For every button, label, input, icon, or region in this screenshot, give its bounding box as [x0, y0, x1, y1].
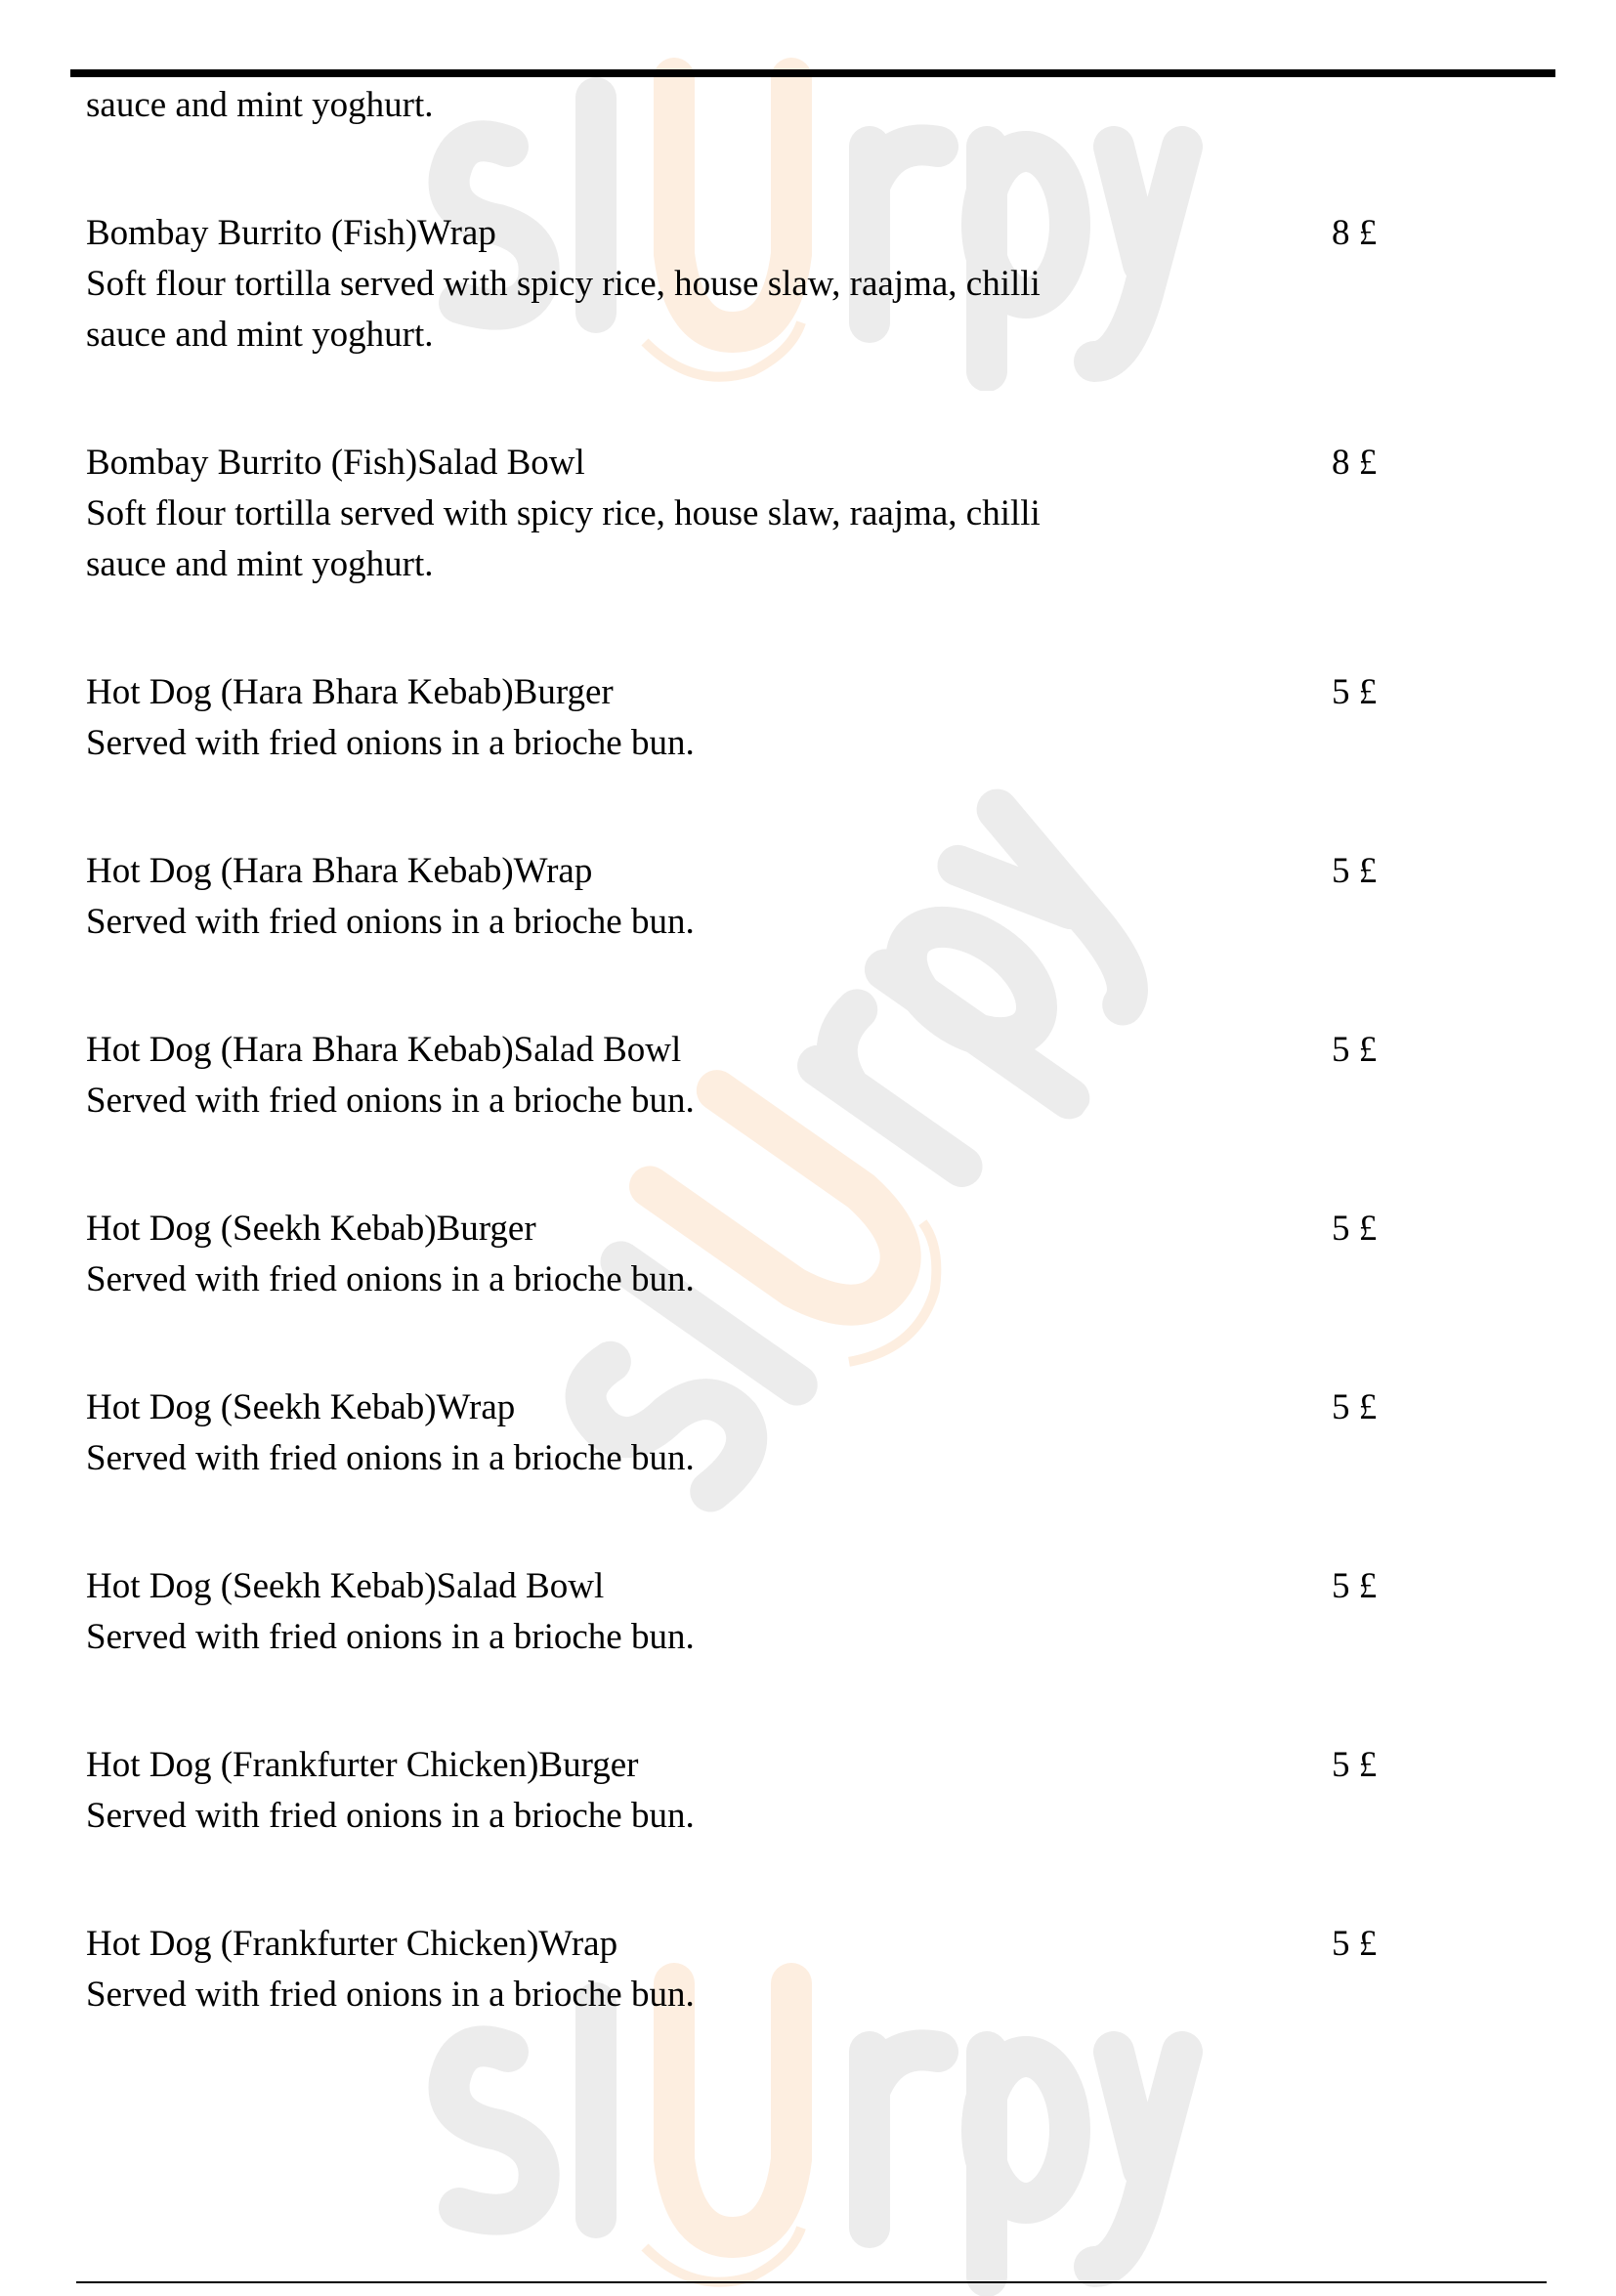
menu-item [86, 208, 1552, 361]
continued-description: sauce and mint yoghurt. [86, 85, 434, 125]
item-name: Hot Dog (Frankfurter Chicken)Wrap [86, 1924, 618, 1964]
item-description: sauce and mint yoghurt. [86, 315, 434, 355]
item-description: Served with fried onions in a brioche bun. [86, 1081, 695, 1121]
item-description: Served with fried onions in a brioche bun. [86, 723, 695, 763]
item-name: Bombay Burrito (Fish)Salad Bowl [86, 443, 585, 483]
item-description: Soft flour tortilla served with spicy rice, house slaw, raajma, chilli [86, 264, 1041, 304]
menu-item [86, 1561, 1552, 1663]
item-price: 5 £ [1332, 1209, 1378, 1249]
item-description: Served with fried onions in a brioche bun. [86, 1438, 695, 1478]
item-price: 8 £ [1332, 443, 1378, 483]
menu-item [86, 438, 1552, 590]
menu-item [86, 1740, 1552, 1842]
menu-item [86, 1025, 1552, 1127]
item-name: Hot Dog (Frankfurter Chicken)Burger [86, 1745, 639, 1785]
menu-item [86, 1919, 1552, 2020]
menu-item [86, 846, 1552, 948]
item-price: 5 £ [1332, 672, 1378, 712]
item-price: 5 £ [1332, 1745, 1378, 1785]
item-name: Hot Dog (Hara Bhara Kebab)Wrap [86, 851, 593, 891]
item-name: Hot Dog (Hara Bhara Kebab)Salad Bowl [86, 1030, 682, 1070]
item-price: 5 £ [1332, 1030, 1378, 1070]
item-name: Hot Dog (Hara Bhara Kebab)Burger [86, 672, 614, 712]
item-description: Soft flour tortilla served with spicy rice, house slaw, raajma, chilli [86, 493, 1041, 533]
top-rule [70, 69, 1555, 77]
menu-item [86, 1204, 1552, 1305]
item-price: 8 £ [1332, 213, 1378, 253]
item-description: Served with fried onions in a brioche bun. [86, 1975, 695, 2015]
item-price: 5 £ [1332, 1924, 1378, 1964]
item-description: Served with fried onions in a brioche bun. [86, 902, 695, 942]
item-description: Served with fried onions in a brioche bun. [86, 1796, 695, 1836]
bottom-rule [76, 2281, 1547, 2283]
item-price: 5 £ [1332, 1387, 1378, 1427]
menu-list [86, 80, 1552, 2020]
item-description: Served with fried onions in a brioche bun. [86, 1617, 695, 1657]
menu-item [86, 1382, 1552, 1484]
item-name: Hot Dog (Seekh Kebab)Burger [86, 1209, 536, 1249]
item-price: 5 £ [1332, 851, 1378, 891]
item-name: Hot Dog (Seekh Kebab)Wrap [86, 1387, 516, 1427]
item-price: 5 £ [1332, 1566, 1378, 1606]
item-description: sauce and mint yoghurt. [86, 544, 434, 584]
item-description: Served with fried onions in a brioche bun. [86, 1259, 695, 1299]
item-name: Bombay Burrito (Fish)Wrap [86, 213, 496, 253]
item-name: Hot Dog (Seekh Kebab)Salad Bowl [86, 1566, 605, 1606]
menu-item [86, 667, 1552, 769]
